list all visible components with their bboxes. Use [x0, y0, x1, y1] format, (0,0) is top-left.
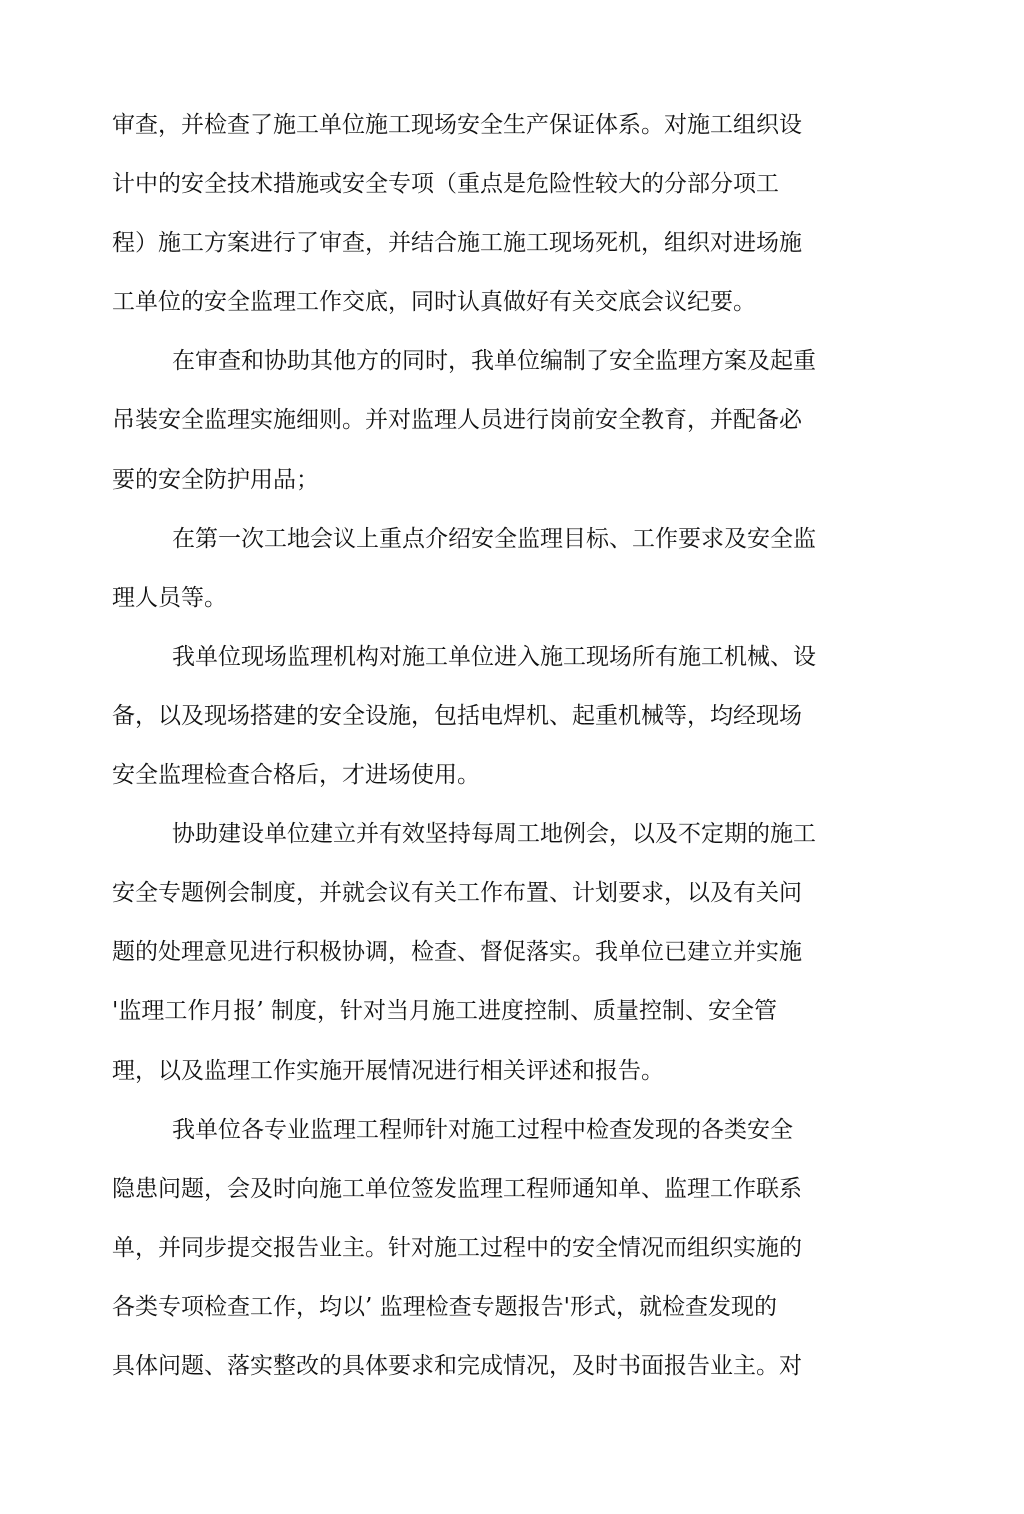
- paragraph-first-line: 我单位各专业监理工程师针对施工过程中检查发现的各类安全: [172, 1116, 793, 1143]
- text-line: 具体问题、落实整改的具体要求和完成情况，及时书面报告业主。对: [112, 1352, 802, 1379]
- text-line: 安全监理检查合格后，才进场使用。: [112, 762, 480, 789]
- document-body: [112, 96, 852, 1396]
- text-line: 要的安全防护用品；: [112, 466, 319, 493]
- text-line: 理，以及监理工作实施开展情况进行相关评述和报告。: [112, 1057, 664, 1084]
- text-line: 工单位的安全监理工作交底，同时认真做好有关交底会议纪要。: [112, 289, 756, 316]
- text-line: 各类专项检查工作，均以’ 监理检查专题报告'形式，就检查发现的: [112, 1293, 777, 1320]
- text-line: 吊装安全监理实施细则。并对监理人员进行岗前安全教育，并配备必: [112, 407, 802, 434]
- text-line: 单，并同步提交报告业主。针对施工过程中的安全情况而组织实施的: [112, 1234, 802, 1261]
- text-line: 安全专题例会制度，并就会议有关工作布置、计划要求，以及有关问: [112, 880, 802, 907]
- text-line: 审查，并检查了施工单位施工现场安全生产保证体系。对施工组织设: [112, 112, 802, 138]
- text-line: '监理工作月报’ 制度，针对当月施工进度控制、质量控制、安全管: [112, 998, 777, 1025]
- paragraph-first-line: 在审查和协助其他方的同时，我单位编制了安全监理方案及起重: [172, 348, 816, 375]
- text-line: 题的处理意见进行积极协调，检查、督促落实。我单位已建立并实施: [112, 939, 802, 966]
- paragraph-first-line: 我单位现场监理机构对施工单位进入施工现场所有施工机械、设: [172, 643, 816, 670]
- paragraph-first-line: 协助建设单位建立并有效坚持每周工地例会，以及不定期的施工: [172, 821, 816, 848]
- text-line: 程）施工方案进行了审查，并结合施工施工现场死机，组织对进场施: [112, 230, 802, 257]
- text-line: 备，以及现场搭建的安全设施，包括电焊机、起重机械等，均经现场: [112, 702, 802, 729]
- text-line: 理人员等。: [112, 584, 227, 611]
- text-line: 计中的安全技术措施或安全专项（重点是危险性较大的分部分项工: [112, 171, 779, 198]
- text-line: 隐患问题，会及时向施工单位签发监理工程师通知单、监理工作联系: [112, 1175, 802, 1202]
- paragraph-first-line: 在第一次工地会议上重点介绍安全监理目标、工作要求及安全监: [172, 525, 816, 552]
